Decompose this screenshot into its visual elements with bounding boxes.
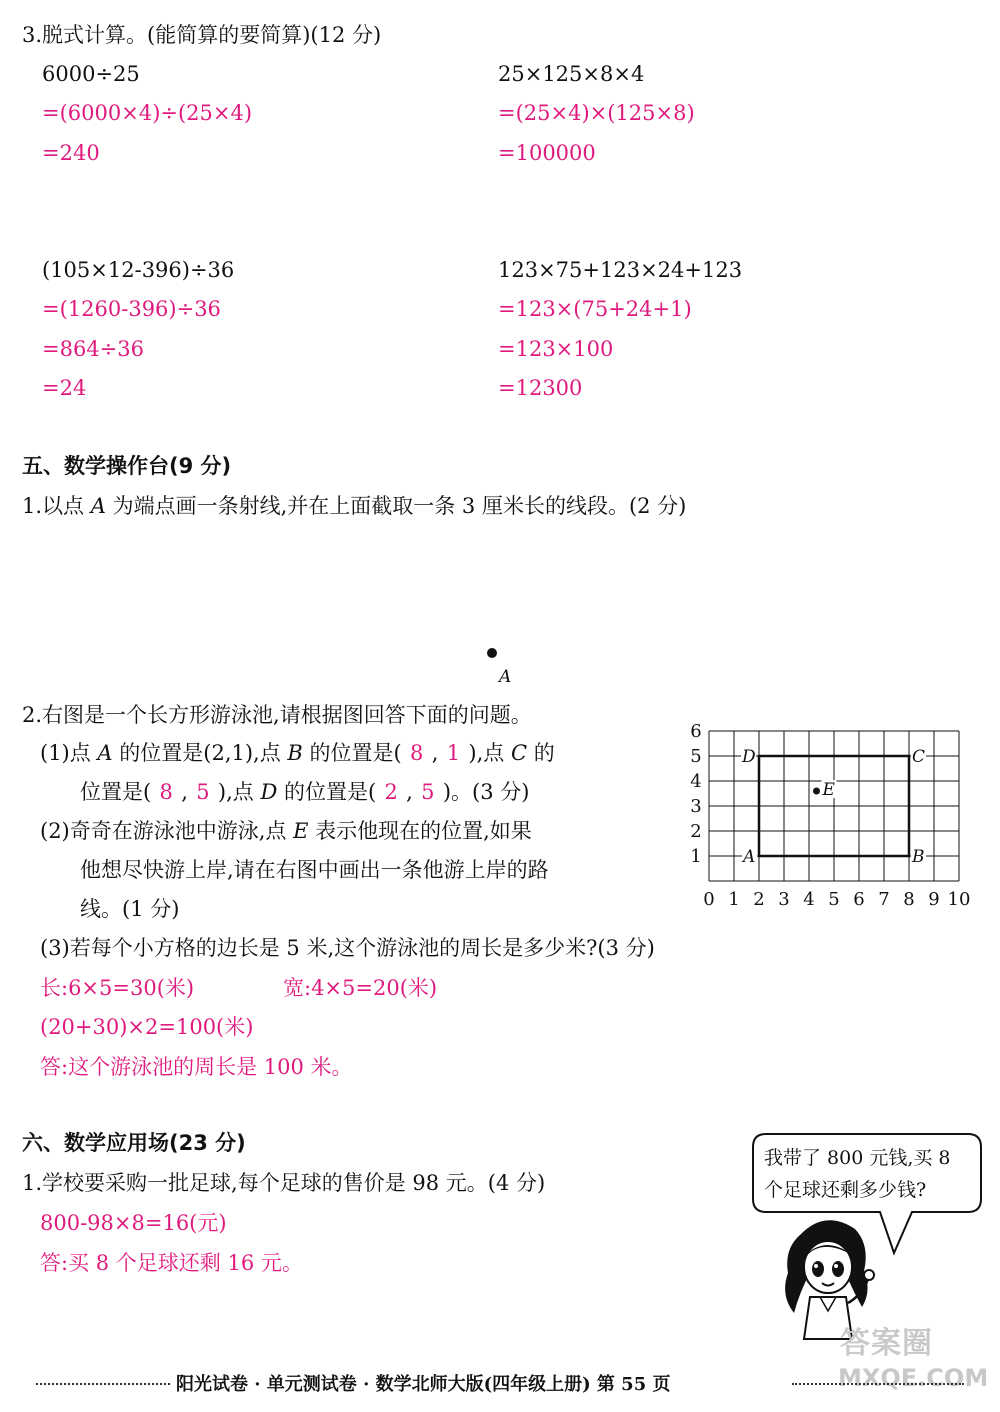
section6-title: 六、数学应用场(23 分) <box>22 1131 246 1155</box>
q3-p4-step1: =123×(75+24+1) <box>498 297 692 321</box>
y-tick-label: 2 <box>690 821 702 842</box>
pool-grid-figure <box>686 700 986 912</box>
point-label-a: A <box>743 847 756 867</box>
q3-p1-expr: 6000÷25 <box>42 62 140 86</box>
x-tick-label: 0 <box>703 889 715 910</box>
sec5-q2-answer-final: 答:这个游泳池的周长是 100 米。 <box>40 1055 353 1079</box>
sec5-q2-p2-line3: 线。(1 分) <box>80 897 180 921</box>
grid-y-ticks <box>690 721 701 867</box>
footer-rule-left <box>36 1383 170 1385</box>
x-tick-label: 1 <box>728 889 740 910</box>
q3-p1-step1: =(6000×4)÷(25×4) <box>42 101 253 125</box>
answer-d-x: 2 <box>384 780 398 804</box>
sec5-q2-answer-perimeter: (20+30)×2=100(米) <box>40 1015 254 1039</box>
point-e-dot <box>813 788 820 795</box>
y-tick-label: 4 <box>690 771 702 792</box>
q3-title: 3.脱式计算。(能简算的要简算)(12 分) <box>22 23 382 47</box>
point-a-drawing <box>480 640 520 690</box>
watermark-logo: 答案圈 <box>840 1326 933 1361</box>
q3-p3-step1: =(1260-396)÷36 <box>42 297 221 321</box>
point-a-dot <box>487 648 497 658</box>
bubble-text-line2: 个足球还剩多少钱? <box>764 1179 927 1201</box>
answer-b-x: 8 <box>410 741 424 765</box>
x-tick-label: 6 <box>853 889 865 910</box>
sec5-q2-p3: (3)若每个小方格的边长是 5 米,这个游泳池的周长是多少米?(3 分) <box>40 936 655 960</box>
x-tick-label: 4 <box>803 889 815 910</box>
sec6-q1-answer-calc: 800-98×8=16(元) <box>40 1211 227 1235</box>
point-label-d: D <box>742 747 756 767</box>
footer-text: 阳光试卷 · 单元测试卷 · 数学北师大版(四年级上册) 第 55 页 <box>176 1374 671 1395</box>
q3-p1-step2: =240 <box>42 141 100 165</box>
bubble-text-line1: 我带了 800 元钱,买 8 <box>764 1147 951 1169</box>
x-tick-label: 5 <box>828 889 840 910</box>
q3-p4-step3: =12300 <box>498 376 583 400</box>
q3-p4-expr: 123×75+123×24+123 <box>498 258 743 282</box>
q3-p2-step1: =(25×4)×(125×8) <box>498 101 695 125</box>
sec5-q2-p1-line1: (1)点 A 的位置是(2,1),点 B 的位置是( 8 , 1 ),点 C 的 <box>40 741 555 765</box>
footer-rule-right <box>792 1383 964 1385</box>
y-tick-label: 6 <box>690 721 702 742</box>
answer-c-x: 8 <box>159 780 173 804</box>
q3-p2-step2: =100000 <box>498 141 596 165</box>
q3-p2-expr: 25×125×8×4 <box>498 62 645 86</box>
watermark-url: MXQE.COM <box>838 1364 989 1392</box>
sec5-q2-answer-width: 宽:4×5=20(米) <box>283 976 438 1000</box>
answer-d-y: 5 <box>421 780 435 804</box>
q3-p3-step2: =864÷36 <box>42 337 144 361</box>
q3-p4-step2: =123×100 <box>498 337 614 361</box>
x-tick-label: 9 <box>928 889 940 910</box>
section5-title: 五、数学操作台(9 分) <box>22 454 232 478</box>
y-tick-label: 1 <box>690 846 702 867</box>
x-tick-label: 8 <box>903 889 915 910</box>
x-tick-label: 7 <box>878 889 890 910</box>
sec5-q2-p2-line2: 他想尽快游上岸,请在右图中画出一条他游上岸的路 <box>80 858 549 882</box>
sec6-q1-answer-final: 答:买 8 个足球还剩 16 元。 <box>40 1251 303 1275</box>
x-tick-label: 3 <box>778 889 790 910</box>
point-label-c: C <box>912 747 926 767</box>
x-tick-label: 10 <box>947 889 971 910</box>
answer-c-y: 5 <box>196 780 210 804</box>
answer-b-y: 1 <box>446 741 461 765</box>
sec5-q1-text: 1.以点 A 为端点画一条射线,并在上面截取一条 3 厘米长的线段。(2 分) <box>22 494 687 518</box>
sec5-q2-p1-line2: 位置是( 8 , 5 ),点 D 的位置是( 2 , 5 )。(3 分) <box>80 780 530 804</box>
point-label-b: B <box>912 847 925 867</box>
point-a-label: A <box>499 667 512 687</box>
sec5-q2-answer-length: 长:6×5=30(米) <box>40 976 195 1000</box>
q3-p3-expr: (105×12-396)÷36 <box>42 258 235 282</box>
sec5-q2-p2-line1: (2)奇奇在游泳池中游泳,点 E 表示他现在的位置,如果 <box>40 819 532 843</box>
x-tick-label: 2 <box>753 889 765 910</box>
sec5-q2-intro: 2.右图是一个长方形游泳池,请根据图回答下面的问题。 <box>22 703 532 727</box>
q3-p3-step3: =24 <box>42 376 87 400</box>
point-label-e: E <box>822 780 835 800</box>
y-tick-label: 5 <box>690 746 702 767</box>
sec6-q1-text: 1.学校要采购一批足球,每个足球的售价是 98 元。(4 分) <box>22 1171 546 1195</box>
grid-x-ticks <box>703 889 970 910</box>
y-tick-label: 3 <box>690 796 702 817</box>
